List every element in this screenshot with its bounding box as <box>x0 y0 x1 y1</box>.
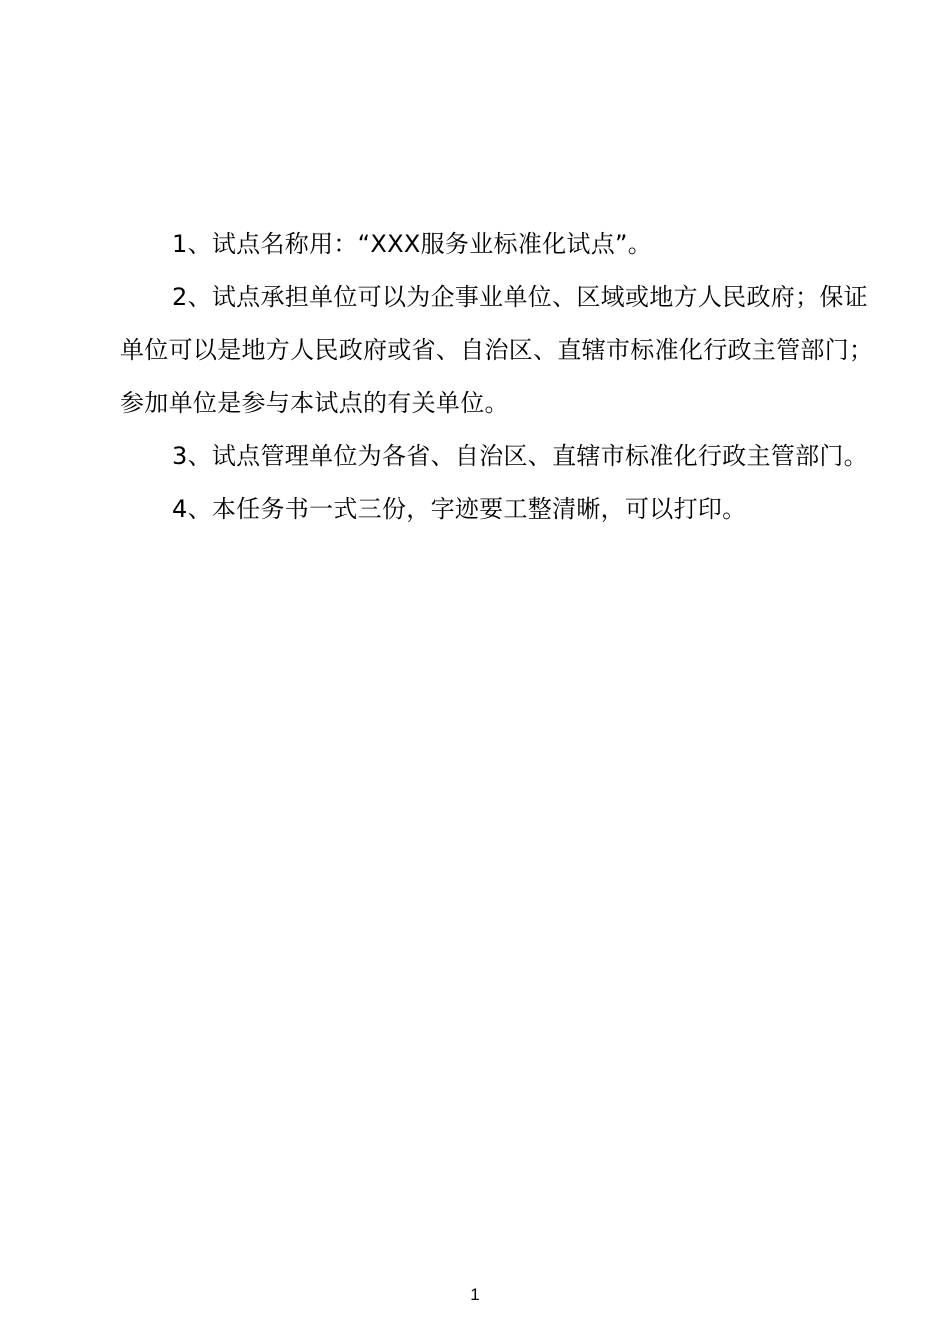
instruction-item-4: 4、本任务书一式三份，字迹要工整清晰，可以打印。 <box>172 495 747 523</box>
instruction-item-2: 2、试点承担单位可以为企事业单位、区域或地方人民政府；保证单位可以是地方人民政府或省、自治区、直辖市标准化行政主管部门；参加单位是参与本试点的有关单位。 <box>120 283 874 417</box>
instruction-item-1: 1、试点名称用：“XXX服务业标准化试点”。 <box>172 230 653 258</box>
instruction-item-3: 3、试点管理单位为各省、自治区、直辖市标准化行政主管部门。 <box>172 442 868 470</box>
page-number: 1 <box>470 1285 480 1304</box>
instructions-body <box>120 218 888 536</box>
